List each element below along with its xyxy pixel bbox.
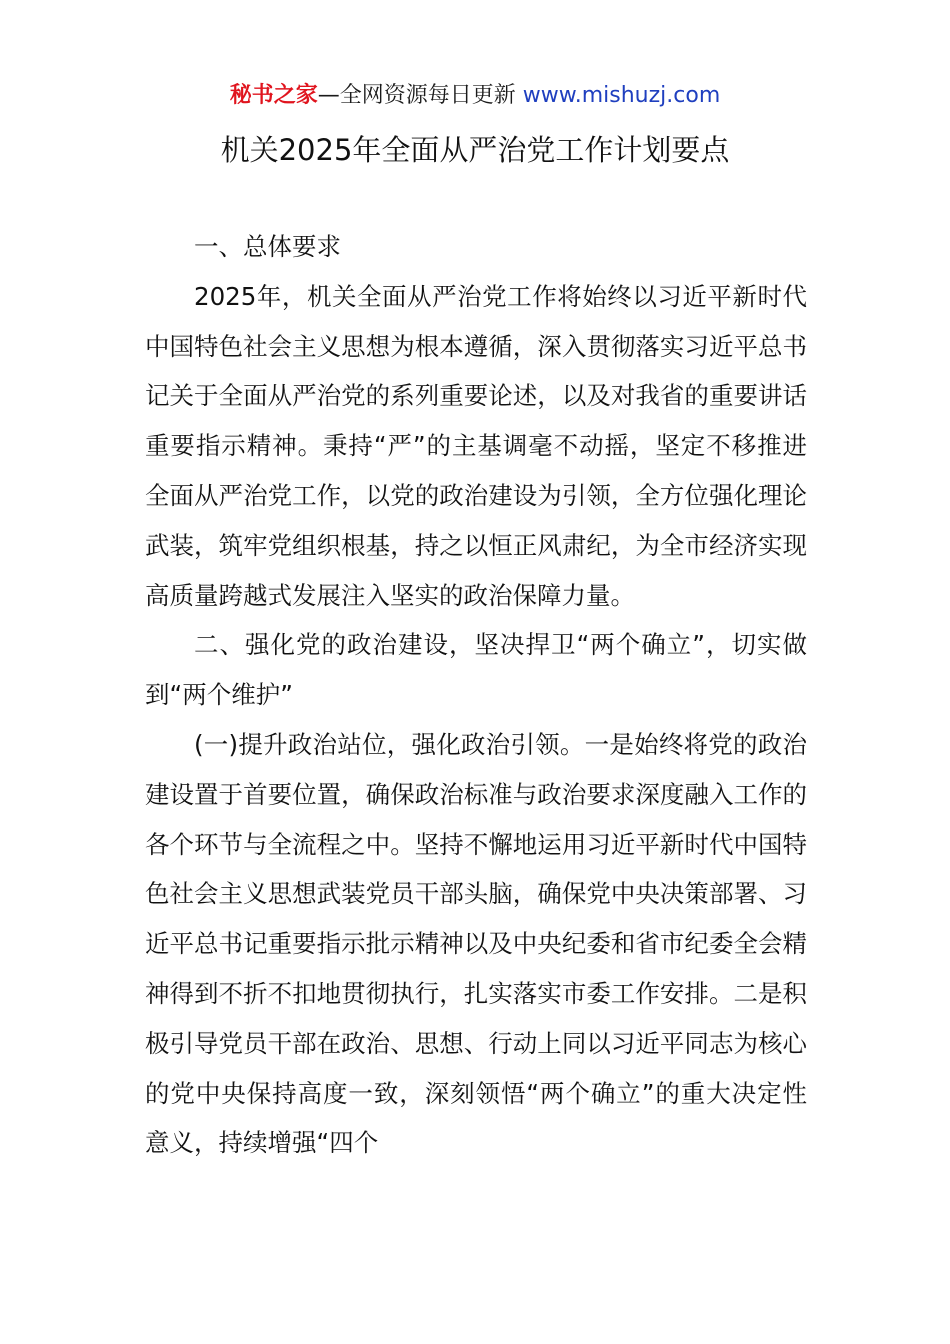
section-heading-political-building: 二、强化党的政治建设，坚决捍卫“两个确立”，切实做到“两个维护”: [145, 630, 807, 710]
paragraph-overall-requirements: 2025年，机关全面从严治党工作将始终以习近平新时代中国特色社会主义思想为根本遵循，深入贯彻落实习近平总书记关于全面从严治党的系列重要论述，以及对我省的重要讲话重要指示精神。秉持“严”的主基调毫不动摇，坚定不移推进全面从严治党工作，以党的政治建设为引领，全方位强化理论武装，筑牢党组织根基，持之以恒正风肃纪，为全市经济实现高质量跨越式发展注入坚实的政治保障力量。: [145, 281, 807, 610]
header-tagline: —全网资源每日更新: [317, 83, 523, 108]
site-header: [0, 80, 950, 112]
document-body: [145, 222, 807, 1168]
brand-name: 秘书之家: [229, 83, 318, 108]
document-title: 机关2025年全面从严治党工作计划要点: [220, 133, 730, 167]
site-url-link[interactable]: www.mishuzj.com: [522, 83, 721, 108]
paragraph-political-stance: (一)提升政治站位，强化政治引领。一是始终将党的政治建设置于首要位置，确保政治标准与政治要求深度融入工作的各个环节与全流程之中。坚持不懈地运用习近平新时代中国特色社会主义思想武装党员干部头脑，确保党中央决策部署、习近平总书记重要指示批示精神以及中央纪委和省市纪委全会精神得到不折不扣地贯彻执行，扎实落实市委工作安排。二是积极引导党员干部在政治、思想、行动上同以习近平同志为核心的党中央保持高度一致，深刻领悟“两个确立”的重大决定性意义，持续增强“四个: [145, 729, 807, 1158]
section-heading-overall-requirements: 一、总体要求: [194, 232, 341, 261]
